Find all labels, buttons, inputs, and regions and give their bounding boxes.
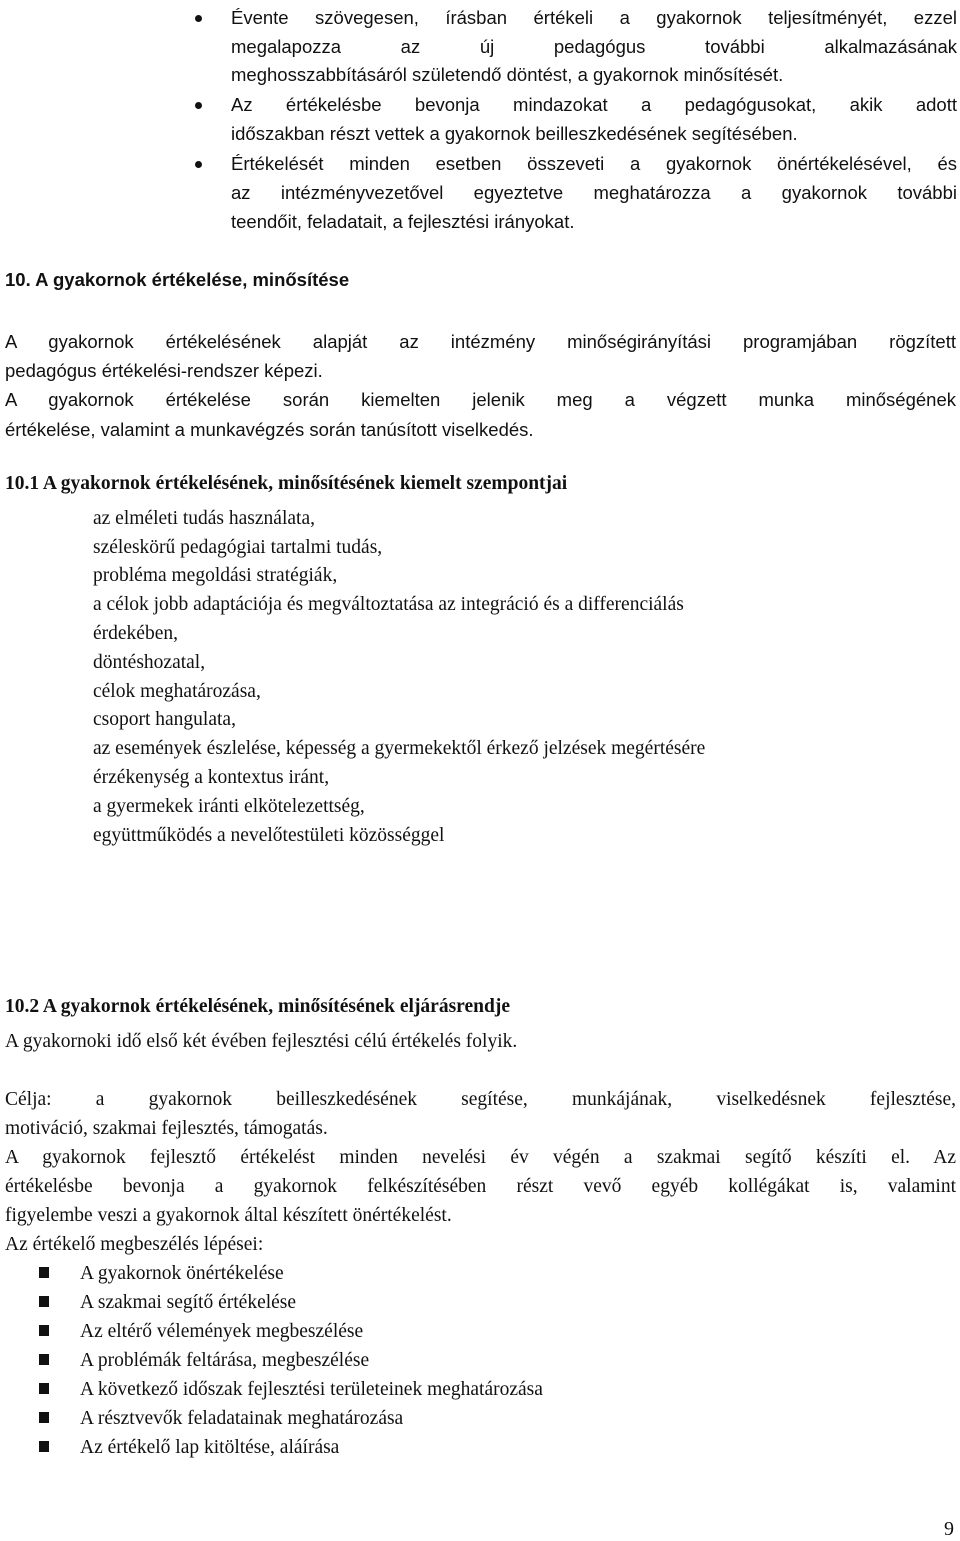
square-bullet-icon — [39, 1296, 49, 1307]
criteria-item: érzékenység a kontextus iránt, — [93, 767, 330, 788]
section-10-para1-line-2: pedagógus értékelési-rendszer képezi. — [5, 360, 323, 381]
section-10-2-intro: A gyakornoki idő első két évében fejlesztési célú értékelés folyik. — [5, 1031, 518, 1052]
square-bullet-icon — [39, 1267, 49, 1278]
page-number: 9 — [944, 1518, 954, 1540]
steps-label: Az értékelő megbeszélés lépései: — [5, 1234, 264, 1255]
section-10-2-heading: 10.2 A gyakornok értékelésének, minősítésének eljárásrendje — [5, 996, 510, 1017]
criteria-item: érdekében, — [93, 623, 178, 644]
bullet-2-line-2: időszakban részt vettek a gyakornok beilleszkedésének segítésében. — [231, 123, 798, 144]
criteria-item: probléma megoldási stratégiák, — [93, 565, 338, 586]
bullet-dot-icon — [195, 15, 202, 22]
step-item: A következő időszak fejlesztési területeinek meghatározása — [80, 1379, 543, 1400]
bullet-2-line-1: Az értékelésbe bevonja mindazokat a pedagógusokat, akik adott — [231, 94, 957, 115]
bullet-1-line-2: megalapozza az új pedagógus további alkalmazásának — [231, 36, 957, 57]
section-10-1-heading: 10.1 A gyakornok értékelésének, minősítésének kiemelt szempontjai — [5, 473, 568, 494]
bullet-3-line-3: teendőit, feladatait, a fejlesztési irányokat. — [231, 211, 575, 232]
bullet-dot-icon — [195, 161, 202, 168]
square-bullet-icon — [39, 1441, 49, 1452]
eval-line-3: figyelembe veszi a gyakornok által készített önértékelést. — [5, 1205, 452, 1226]
criteria-item: célok meghatározása, — [93, 681, 261, 702]
section-10-heading: 10. A gyakornok értékelése, minősítése — [5, 269, 350, 290]
step-item: Az eltérő vélemények megbeszélése — [80, 1321, 364, 1342]
square-bullet-icon — [39, 1383, 49, 1394]
bullet-3-line-1: Értékelését minden esetben összeveti a gyakornok önértékelésével, és — [231, 153, 957, 174]
step-item: A résztvevők feladatainak meghatározása — [80, 1408, 404, 1429]
square-bullet-icon — [39, 1412, 49, 1423]
step-item: Az értékelő lap kitöltése, aláírása — [80, 1437, 340, 1458]
bullet-1-line-3: meghosszabbításáról születendő döntést, a gyakornok minősítését. — [231, 64, 784, 85]
criteria-item: a gyermekek iránti elkötelezettség, — [93, 796, 365, 817]
criteria-item: csoport hangulata, — [93, 709, 236, 730]
square-bullet-icon — [39, 1354, 49, 1365]
goal-line-2: motiváció, szakmai fejlesztés, támogatás. — [5, 1118, 328, 1139]
eval-line-2: értékelésbe bevonja a gyakornok felkészítésében részt vevő egyéb kollégákat is, valamint — [5, 1176, 956, 1197]
criteria-item: széleskörű pedagógiai tartalmi tudás, — [93, 537, 383, 558]
bullet-3-line-2: az intézményvezetővel egyeztetve meghatározza a gyakornok további — [231, 182, 957, 203]
bullet-1-line-1: Évente szövegesen, írásban értékeli a gyakornok teljesítményét, ezzel — [231, 7, 957, 28]
step-item: A problémák feltárása, megbeszélése — [80, 1350, 370, 1371]
criteria-item: a célok jobb adaptációja és megváltoztatása az integráció és a differenciálás — [93, 594, 684, 615]
bullet-dot-icon — [195, 102, 202, 109]
criteria-item: döntéshozatal, — [93, 652, 206, 673]
section-10-para2-line-1: A gyakornok értékelése során kiemelten jelenik meg a végzett munka minőségének — [5, 389, 956, 410]
section-10-para1-line-1: A gyakornok értékelésének alapját az intézmény minőségirányítási programjában rögzített — [5, 331, 956, 352]
criteria-item: az események észlelése, képesség a gyermekektől érkező jelzések megértésére — [93, 738, 706, 759]
step-item: A gyakornok önértékelése — [80, 1263, 284, 1284]
goal-line-1: Célja: a gyakornok beilleszkedésének segítése, munkájának, viselkedésnek fejlesztése, — [5, 1089, 956, 1110]
criteria-item: együttműködés a nevelőtestületi közösséggel — [93, 825, 445, 846]
criteria-item: az elméleti tudás használata, — [93, 508, 315, 529]
section-10-para2-line-2: értékelése, valamint a munkavégzés során tanúsított viselkedés. — [5, 419, 534, 440]
eval-line-1: A gyakornok fejlesztő értékelést minden nevelési év végén a szakmai segítő készíti el. Az — [5, 1147, 956, 1168]
step-item: A szakmai segítő értékelése — [80, 1292, 297, 1313]
square-bullet-icon — [39, 1325, 49, 1336]
